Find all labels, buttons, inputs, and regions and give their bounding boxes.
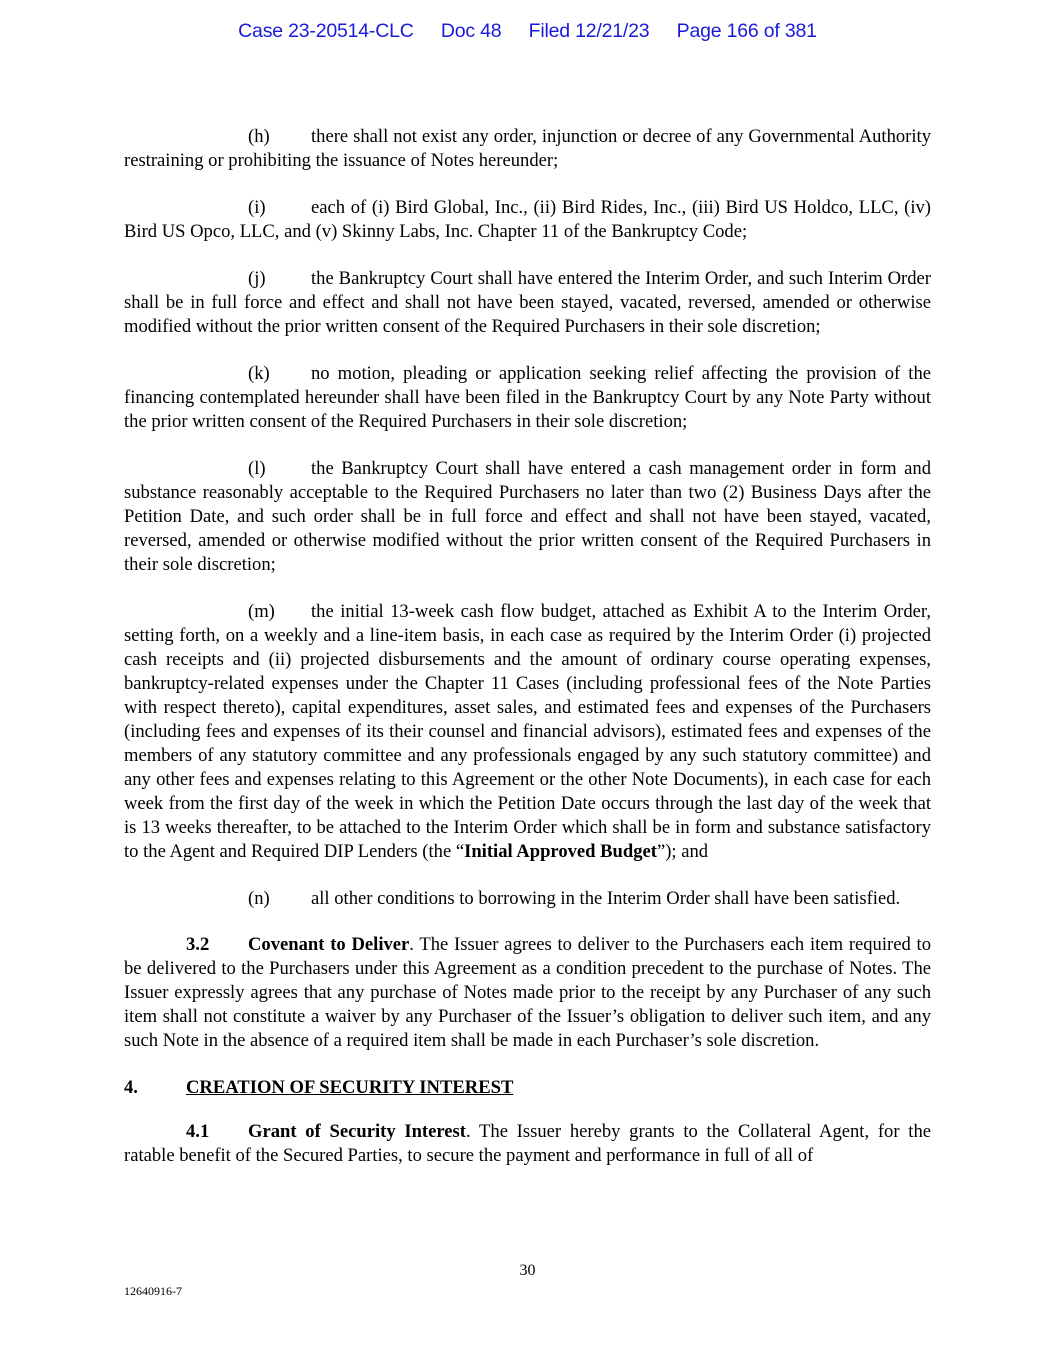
clause-label: (h) xyxy=(248,126,270,147)
document-id: 12640916-7 xyxy=(124,1284,182,1298)
clause-label: (k) xyxy=(248,363,270,384)
page-of-total: Page 166 of 381 xyxy=(676,20,817,42)
clause-n xyxy=(124,887,931,911)
clause-text: the initial 13-week cash flow budget, attached as Exhibit A to the Interim Order, setting forth, on a weekly and a line-item basis, in each case as required by the Interim Order (i) projected cash receipts and (ii) projected disbursements and the amount of ordinary course operating expenses, bankruptcy-related expenses under the Chapter 11 Cases (including professional fees of the Note Parties with respect thereto), capital expenditures, asset sales, and estimated fees and expenses of the Purchasers (including fees and expenses of its their counsel and financial advisors), estimated fees and expenses of the members of any statutory committee and any professionals engaged by any such statutory committee) and any other fees and expenses relating to this Agreement or the other Note Documents), in each case for each week from the first day of the week in which the Petition Date occurs through the last day of the week that is 13 weeks thereafter, to be attached to the Interim Order which shall be in form and substance satisfactory to the Agent and Required DIP Lenders (the “ xyxy=(124,601,931,862)
clause-text-end: ”); and xyxy=(656,841,709,862)
clause-label: (m) xyxy=(248,601,275,622)
section-title: Grant of Security Interest xyxy=(248,1121,466,1142)
page-number: 30 xyxy=(519,1262,536,1279)
clause-text: all other conditions to borrowing in the Interim Order shall have been satisfied. xyxy=(311,888,901,909)
section-4-heading xyxy=(124,1076,931,1100)
section-3-2 xyxy=(124,933,931,1053)
section-title: CREATION OF SECURITY INTEREST xyxy=(186,1077,514,1098)
court-filing-header xyxy=(0,20,1055,43)
section-text: . The Issuer hereby grants to the Collateral Agent, for the ratable benefit of the Secured Parties, to secure the payment and performance in full of all of xyxy=(124,1121,931,1166)
defined-term: Initial Approved Budget xyxy=(464,841,657,862)
filed-date: Filed 12/21/23 xyxy=(528,20,650,42)
clause-text: the Bankruptcy Court shall have entered a cash management order in form and substance reasonably acceptable to the Required Purchasers no later than two (2) Business Days after the Petition Date, and such order shall be in full force and effect and shall not have been stayed, vacated, reversed, amended or otherwise modified without the prior written consent of the Required Purchasers in their sole discretion; xyxy=(124,458,931,575)
clause-label: (j) xyxy=(248,268,266,289)
doc-number: Doc 48 xyxy=(440,20,502,42)
section-text: . The Issuer agrees to deliver to the Purchasers each item required to be delivered to the Purchasers under this Agreement as a condition precedent to the purchase of Notes. The Issuer expressly agrees that any purchase of Notes made prior to the receipt by any Purchaser of any such item shall not constitute a waiver by any Purchaser of the Issuer’s obligation to deliver such item, and any such Note in the absence of a required item shall be made in each Purchaser’s sole discretion. xyxy=(124,934,931,1051)
clause-text: no motion, pleading or application seeking relief affecting the provision of the financing contemplated hereunder shall have been filed in the Bankruptcy Court by any Note Party without the prior written consent of the Required Purchasers in their sole discretion; xyxy=(124,363,931,432)
clause-h xyxy=(124,125,931,173)
clause-j xyxy=(124,267,931,339)
clause-m xyxy=(124,600,931,864)
clause-text: the Bankruptcy Court shall have entered the Interim Order, and such Interim Order shall be in full force and effect and shall not have been stayed, vacated, reversed, amended or otherwise modified without the prior written consent of the Required Purchasers in their sole discretion; xyxy=(124,268,931,337)
case-number: Case 23-20514-CLC xyxy=(238,20,414,42)
section-title: Covenant to Deliver xyxy=(248,934,410,955)
clause-k xyxy=(124,362,931,434)
section-4-1 xyxy=(124,1120,931,1168)
clause-text: each of (i) Bird Global, Inc., (ii) Bird Rides, Inc., (iii) Bird US Holdco, LLC, (iv) Bird US Opco, LLC, and (v) Skinny Labs, Inc. Chapter 11 of the Bankruptcy Code; xyxy=(124,197,931,242)
clause-text: there shall not exist any order, injunction or decree of any Governmental Authority restraining or prohibiting the issuance of Notes hereunder; xyxy=(124,126,931,171)
clause-label: (i) xyxy=(248,197,266,218)
clause-label: (l) xyxy=(248,458,266,479)
section-number: 4. xyxy=(124,1077,138,1098)
section-number: 3.2 xyxy=(186,934,210,955)
document-body xyxy=(124,125,931,1191)
clause-l xyxy=(124,457,931,577)
section-number: 4.1 xyxy=(186,1121,210,1142)
clause-i xyxy=(124,196,931,244)
clause-label: (n) xyxy=(248,888,270,909)
